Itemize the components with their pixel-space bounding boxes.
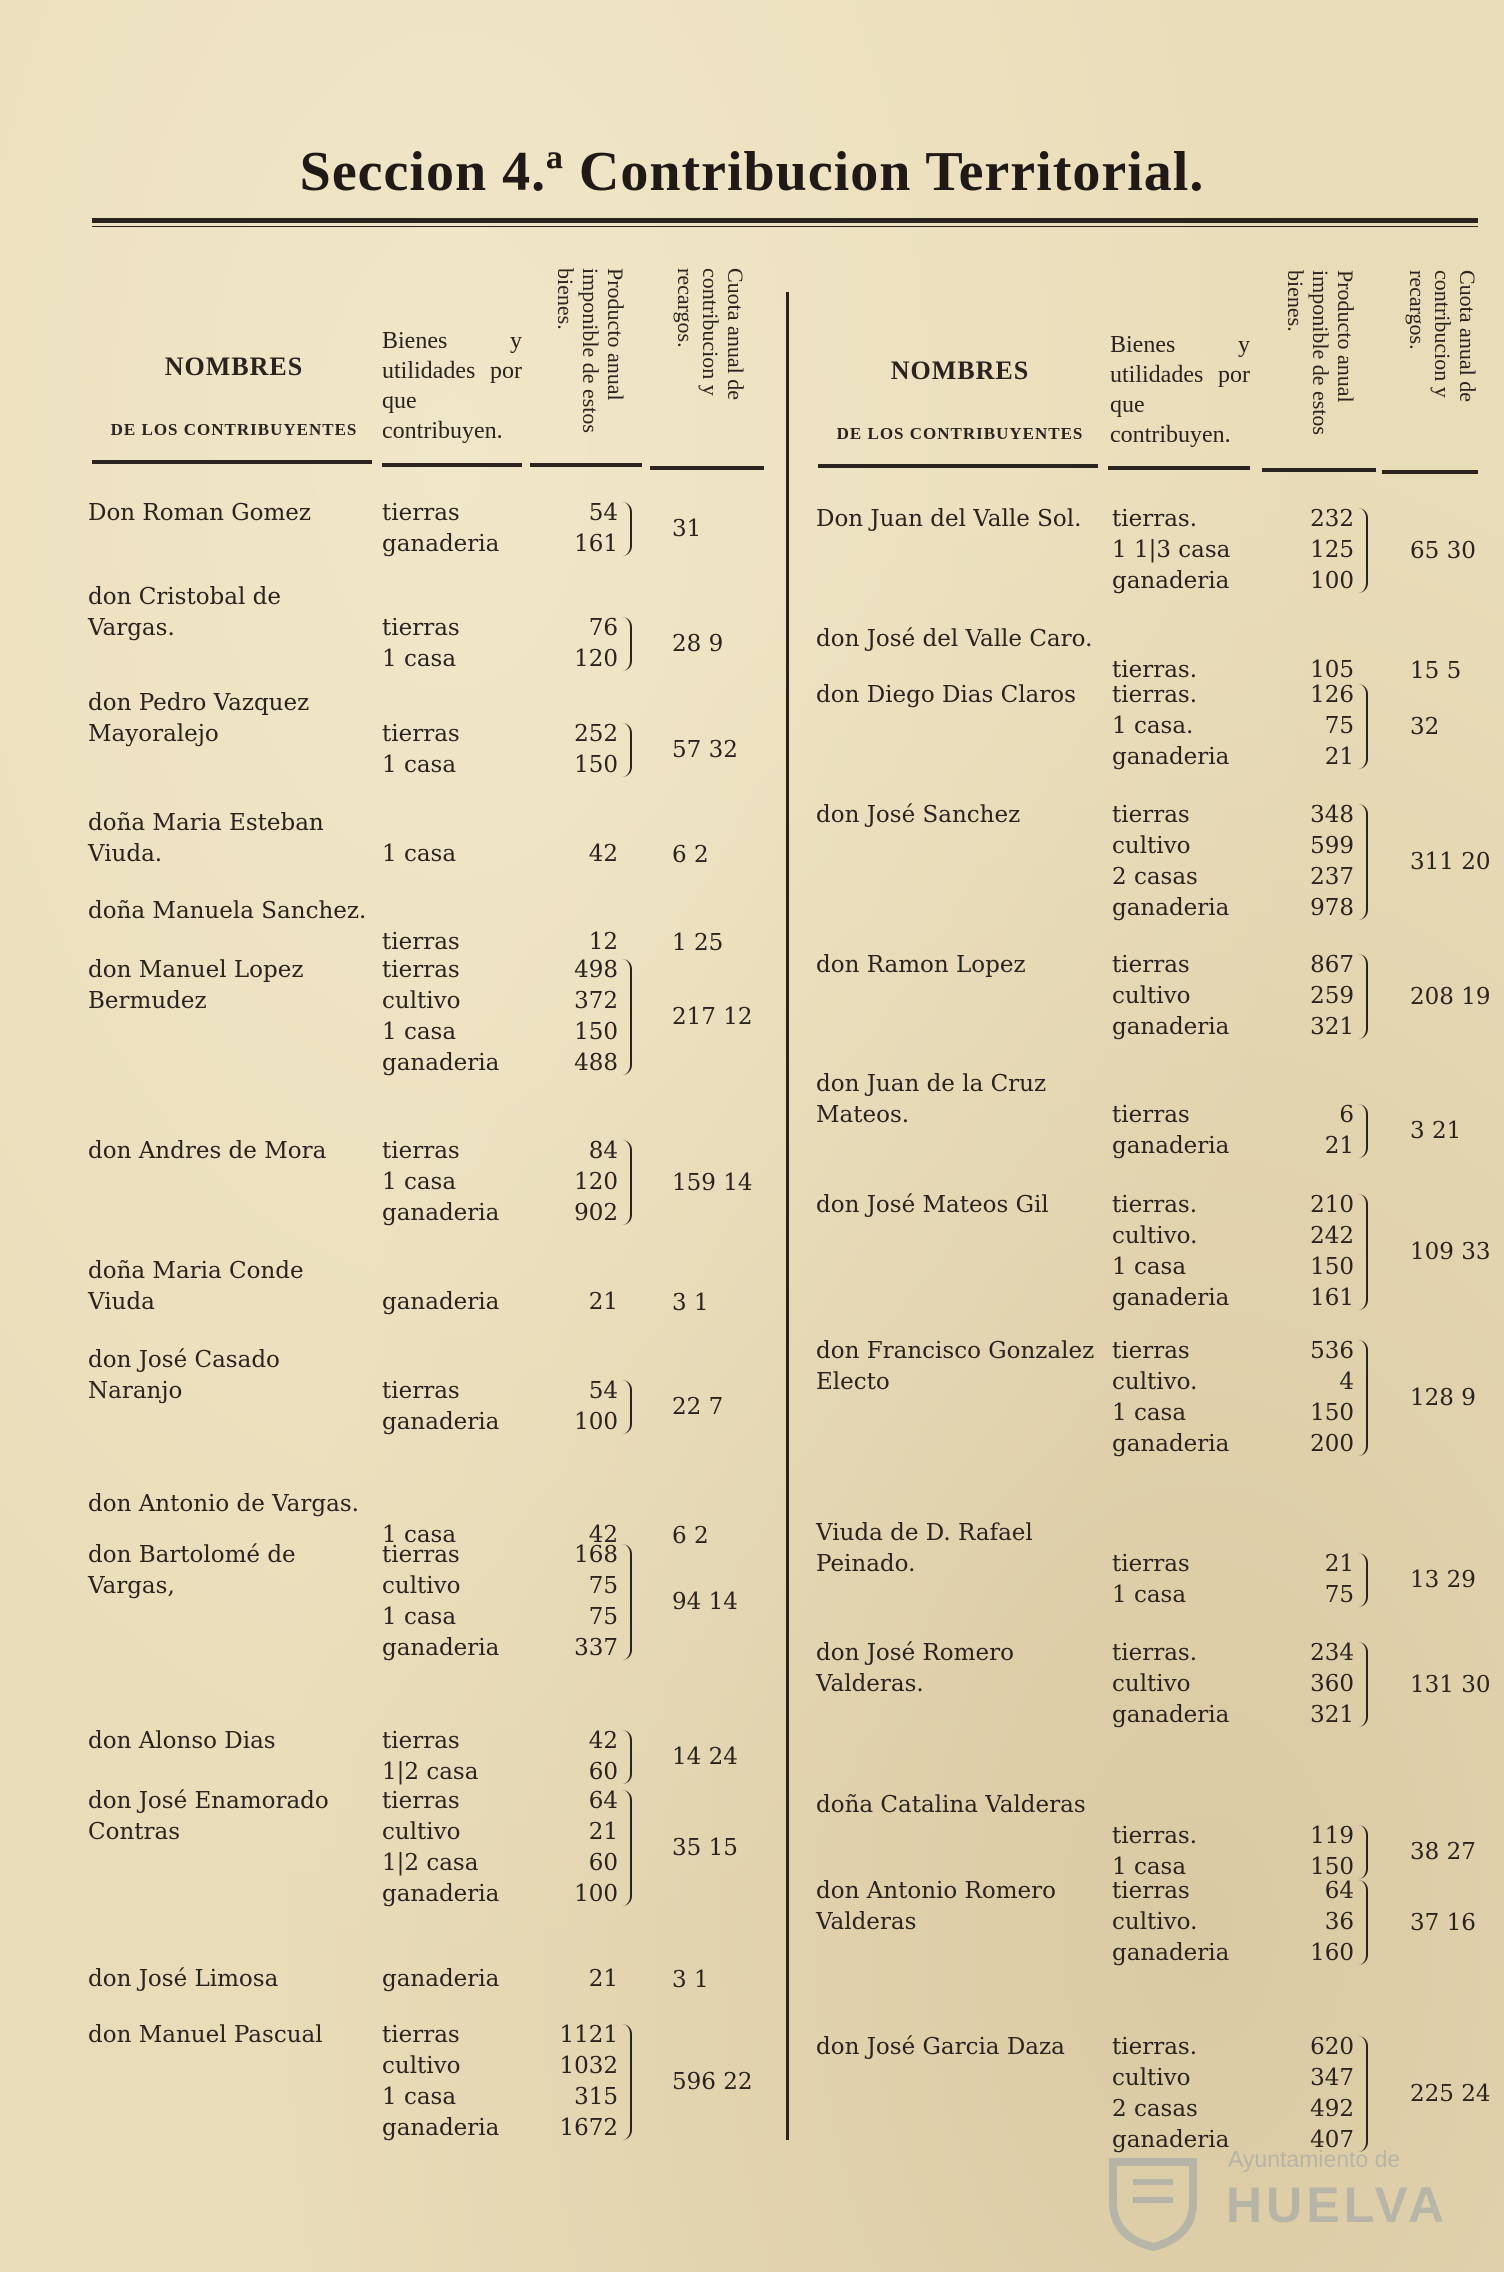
group-brace [1358,684,1368,769]
asset-label: cultivo [382,1819,461,1845]
asset-amount: 372 [574,988,618,1014]
contributor-name: don José Limosa [88,1966,279,1992]
group-brace [622,617,632,671]
annual-quota: 225 24 [1410,2081,1491,2107]
header-bienes-right: Bienes y utilidades por que contribuyen. [1110,332,1250,448]
asset-label: ganaderia [382,1966,500,1992]
annual-quota: 208 19 [1410,983,1491,1010]
title-rule-thin [92,226,1478,227]
asset-label: 1|2 casa [382,1850,479,1876]
asset-amount: 407 [1310,2127,1354,2153]
asset-label: ganaderia [382,1409,500,1435]
contributor-name: don Andres de Mora [88,1138,327,1164]
asset-amount: 492 [1310,2096,1354,2122]
group-brace [1358,1642,1368,1727]
header-nombres-left: NOMBRES [164,352,304,381]
header-bienes-left: Bienes y utilidades por que contribuyen. [382,328,522,444]
contributor-name: Don Roman Gomez [88,500,311,526]
asset-label: ganaderia [1112,1133,1230,1159]
shield-icon [1098,2142,1208,2252]
group-brace [1358,954,1368,1039]
asset-label: ganaderia [1112,1285,1230,1311]
asset-amount: 360 [1310,1671,1354,1697]
header-rule [92,460,372,464]
asset-label: cultivo [382,1573,461,1599]
asset-amount: 21 [1324,744,1354,770]
annual-quota: 37 16 [1410,1909,1476,1936]
annual-quota: 22 7 [672,1394,724,1420]
group-brace [1358,1880,1368,1965]
contributor-name: don Pedro Vazquez Mayoralejo [88,690,310,747]
asset-label: ganaderia [382,1635,500,1661]
asset-amount: 105 [1310,657,1354,683]
asset-amount: 232 [1310,506,1354,532]
contributor-name: don José Sanchez [816,802,1021,828]
contributor-name: don Diego Dias Claros [816,682,1076,708]
asset-label: ganaderia [382,2115,500,2141]
header-cuota-right: Cuota anual de contribucion y recargos. [1405,270,1480,402]
header-rule [1262,468,1376,472]
group-brace [1358,1825,1368,1879]
contributor-name: don José Mateos Gil [816,1192,1049,1218]
group-brace [1358,1340,1368,1456]
group-brace [1358,804,1368,920]
column-divider [786,292,789,2140]
asset-label: tierras [382,615,460,641]
contributor-name: don Juan de la Cruz Mateos. [816,1071,1047,1128]
asset-amount: 902 [574,1200,618,1226]
asset-amount: 150 [574,752,618,778]
contributor-name: Don Juan del Valle Sol. [816,506,1082,532]
asset-label: ganaderia [382,1881,500,1907]
asset-label: 2 casas [1112,864,1198,890]
asset-label: ganaderia [1112,744,1230,770]
annual-quota: 128 9 [1410,1385,1476,1411]
asset-amount: 21 [1324,1133,1354,1159]
asset-label: tierras. [1112,657,1198,683]
asset-amount: 168 [574,1542,618,1568]
annual-quota: 159 14 [672,1169,753,1196]
annual-quota: 14 24 [672,1744,738,1770]
header-contribuyentes-left: DE LOS CONTRIBUYENTES [110,420,358,439]
asset-amount: 100 [1310,568,1354,594]
asset-label: ganaderia [382,1200,500,1226]
asset-amount: 42 [588,1728,618,1754]
asset-amount: 76 [588,615,618,641]
contributor-name: don José Romero Valderas. [816,1640,1014,1697]
asset-amount: 75 [1324,1582,1354,1608]
title-rule [92,218,1478,223]
annual-quota: 1 25 [672,929,724,956]
asset-label: tierras. [1112,1192,1198,1218]
asset-amount: 125 [1310,537,1354,563]
asset-amount: 150 [574,1019,618,1045]
asset-label: tierras [1112,1338,1190,1364]
asset-label: tierras [382,1378,460,1404]
annual-quota: 3 1 [672,1289,709,1316]
contributor-name: don Francisco Gonzalez Electo [816,1338,1095,1395]
annual-quota: 28 9 [672,631,724,657]
annual-quota: 311 20 [1410,849,1491,875]
asset-label: tierras [382,1138,460,1164]
asset-label: ganaderia [1112,895,1230,921]
header-rule [382,463,522,467]
asset-label: 1 casa [1112,1854,1187,1880]
asset-amount: 100 [574,1881,618,1907]
contributor-name: don Manuel Lopez Bermudez [88,957,304,1014]
asset-amount: 200 [1310,1431,1354,1457]
asset-amount: 84 [588,1138,618,1164]
asset-label: cultivo [382,2053,461,2079]
annual-quota: 32 [1410,713,1440,740]
asset-amount: 120 [574,646,618,672]
asset-amount: 237 [1310,864,1354,890]
annual-quota: 6 2 [672,841,709,868]
asset-amount: 160 [1310,1940,1354,1966]
asset-label: ganaderia [382,1050,500,1076]
header-rule [1108,466,1250,470]
annual-quota: 109 33 [1410,1239,1491,1265]
asset-amount: 100 [574,1409,618,1435]
asset-label: ganaderia [1112,1431,1230,1457]
contributor-name: Viuda de D. Rafael Peinado. [816,1520,1033,1577]
asset-amount: 978 [1310,895,1354,921]
asset-label: tierras. [1112,682,1198,708]
asset-label: ganaderia [1112,1940,1230,1966]
asset-label: cultivo [382,988,461,1014]
asset-amount: 120 [574,1169,618,1195]
asset-label: 1 casa [1112,1254,1187,1280]
asset-label: 1 casa [1112,1582,1187,1608]
asset-amount: 488 [574,1050,618,1076]
contributor-name: don Manuel Pascual [88,2022,323,2048]
asset-amount: 64 [1324,1878,1354,1904]
asset-label: 2 casas [1112,2096,1198,2122]
asset-amount: 599 [1310,833,1354,859]
asset-amount: 75 [588,1573,618,1599]
asset-amount: 42 [588,841,618,867]
asset-amount: 60 [588,1850,618,1876]
group-brace [622,1730,632,1784]
asset-label: tierras [382,957,460,983]
asset-amount: 21 [588,1966,618,1992]
contributor-name: don Cristobal de Vargas. [88,584,281,641]
asset-label: 1 casa [1112,1400,1187,1426]
asset-label: tierras [382,929,460,955]
asset-amount: 498 [574,957,618,983]
asset-label: cultivo [1112,983,1191,1009]
asset-amount: 1032 [559,2053,618,2079]
asset-label: ganaderia [1112,1014,1230,1040]
asset-label: 1 casa [382,646,457,672]
asset-label: 1 casa [382,1604,457,1630]
annual-quota: 65 30 [1410,537,1476,564]
group-brace [622,959,632,1075]
asset-amount: 75 [588,1604,618,1630]
header-nombres-right: NOMBRES [890,356,1030,385]
annual-quota: 35 15 [672,1835,738,1861]
asset-amount: 315 [574,2084,618,2110]
asset-label: 1 casa. [1112,713,1194,739]
asset-label: 1 casa [382,752,457,778]
asset-amount: 54 [588,500,618,526]
asset-amount: 252 [574,721,618,747]
annual-quota: 38 27 [1410,1839,1476,1865]
asset-label: tierras [1112,1551,1190,1577]
asset-label: cultivo. [1112,1369,1198,1395]
asset-amount: 536 [1310,1338,1354,1364]
asset-label: ganaderia [382,531,500,557]
asset-label: cultivo [1112,2065,1191,2091]
group-brace [622,1140,632,1225]
contributor-name: don Alonso Dias [88,1728,276,1754]
asset-label: tierras. [1112,2034,1198,2060]
asset-label: tierras [1112,1878,1190,1904]
annual-quota: 94 14 [672,1589,738,1615]
contributor-name: don Bartolomé de Vargas, [88,1542,296,1599]
asset-amount: 4 [1339,1369,1354,1395]
asset-amount: 337 [574,1635,618,1661]
group-brace [1358,1104,1368,1158]
annual-quota: 131 30 [1410,1671,1491,1698]
asset-amount: 21 [1324,1551,1354,1577]
header-cuota-left: Cuota anual de contribucion y recargos. [673,268,748,400]
page-title: Seccion 4.ª Contribucion Territorial. [299,141,1205,203]
asset-amount: 1121 [559,2022,618,2048]
contributor-name: doña Maria Esteban Viuda. [88,810,324,867]
asset-amount: 161 [1310,1285,1354,1311]
asset-amount: 150 [1310,1400,1354,1426]
asset-amount: 12 [588,929,618,955]
asset-amount: 242 [1310,1223,1354,1249]
watermark [1098,2142,1458,2252]
watermark-line2: HUELVA [1226,2177,1449,2233]
asset-label: cultivo [1112,1671,1191,1697]
asset-amount: 210 [1310,1192,1354,1218]
asset-label: tierras [382,1542,460,1568]
group-brace [622,502,632,556]
header-producto-right: Producto anual imponible de estos bienes. [1283,270,1358,435]
group-brace [1358,508,1368,593]
asset-amount: 21 [588,1289,618,1315]
asset-label: 1|2 casa [382,1759,479,1785]
asset-amount: 21 [588,1819,618,1845]
asset-label: 1 casa [382,1169,457,1195]
asset-label: tierras [1112,802,1190,828]
asset-amount: 6 [1339,1102,1354,1128]
asset-label: tierras. [1112,1640,1198,1666]
asset-amount: 321 [1310,1014,1354,1040]
asset-amount: 347 [1310,2065,1354,2091]
asset-label: cultivo. [1112,1909,1198,1935]
contributor-name: don Antonio Romero Valderas [816,1878,1056,1935]
asset-label: tierras [382,1788,460,1814]
annual-quota: 13 29 [1410,1567,1476,1593]
asset-label: 1 casa [382,1522,457,1548]
asset-label: tierras [382,1728,460,1754]
header-producto-left: Producto anual imponible de estos bienes. [553,268,628,433]
asset-amount: 620 [1310,2034,1354,2060]
annual-quota: 3 1 [672,1966,709,1993]
asset-label: 1 1|3 casa [1112,537,1231,563]
group-brace [622,1790,632,1906]
asset-label: 1 casa [382,841,457,867]
contributor-name: doña Catalina Valderas [816,1792,1086,1818]
header-rule [650,466,764,470]
asset-label: ganaderia [1112,568,1230,594]
asset-label: ganaderia [1112,1702,1230,1728]
asset-amount: 321 [1310,1702,1354,1728]
contributor-name: doña Manuela Sanchez. [88,898,367,924]
asset-label: ganaderia [1112,2127,1230,2153]
group-brace [1358,1553,1368,1607]
group-brace [622,1380,632,1434]
annual-quota: 217 12 [672,1004,753,1030]
asset-amount: 161 [574,531,618,557]
asset-amount: 60 [588,1759,618,1785]
asset-amount: 150 [1310,1254,1354,1280]
group-brace [622,1544,632,1660]
asset-amount: 64 [588,1788,618,1814]
asset-amount: 234 [1310,1640,1354,1666]
contributor-name: don Antonio de Vargas. [88,1491,359,1517]
group-brace [622,723,632,777]
asset-amount: 867 [1310,952,1354,978]
contributor-name: don José Enamorado Contras [88,1788,329,1845]
asset-amount: 126 [1310,682,1354,708]
asset-label: 1 casa [382,2084,457,2110]
header-rule [1382,470,1478,474]
annual-quota: 15 5 [1410,657,1462,684]
asset-label: tierras. [1112,1823,1198,1849]
asset-label: tierras [382,721,460,747]
asset-label: cultivo [1112,833,1191,859]
annual-quota: 596 22 [672,2069,753,2095]
annual-quota: 3 21 [1410,1118,1462,1144]
asset-amount: 54 [588,1378,618,1404]
asset-amount: 348 [1310,802,1354,828]
asset-label: ganaderia [382,1289,500,1315]
asset-amount: 1672 [559,2115,618,2141]
group-brace [622,2024,632,2140]
asset-label: tierras [382,500,460,526]
header-rule [818,464,1098,468]
group-brace [1358,2036,1368,2152]
asset-label: tierras. [1112,506,1198,532]
annual-quota: 6 2 [672,1522,709,1549]
contributor-name: don José Garcia Daza [816,2034,1065,2060]
annual-quota: 57 32 [672,737,738,763]
contributor-name: don Ramon Lopez [816,952,1026,978]
asset-label: 1 casa [382,1019,457,1045]
contributor-name: doña Maria Conde Viuda [88,1258,304,1315]
header-rule [530,463,642,467]
asset-amount: 75 [1324,713,1354,739]
asset-label: tierras [382,2022,460,2048]
contributor-name: don José Casado Naranjo [88,1347,280,1404]
header-contribuyentes-right: DE LOS CONTRIBUYENTES [836,424,1084,443]
contributor-name: don José del Valle Caro. [816,626,1093,652]
asset-amount: 36 [1324,1909,1354,1935]
asset-label: cultivo. [1112,1223,1198,1249]
asset-amount: 42 [588,1522,618,1548]
annual-quota: 31 [672,516,702,542]
group-brace [1358,1194,1368,1310]
asset-label: tierras [1112,1102,1190,1128]
asset-label: tierras [1112,952,1190,978]
asset-amount: 150 [1310,1854,1354,1880]
asset-amount: 119 [1310,1823,1354,1849]
watermark-line1: Ayuntamiento de [1228,2146,1401,2172]
asset-amount: 259 [1310,983,1354,1009]
